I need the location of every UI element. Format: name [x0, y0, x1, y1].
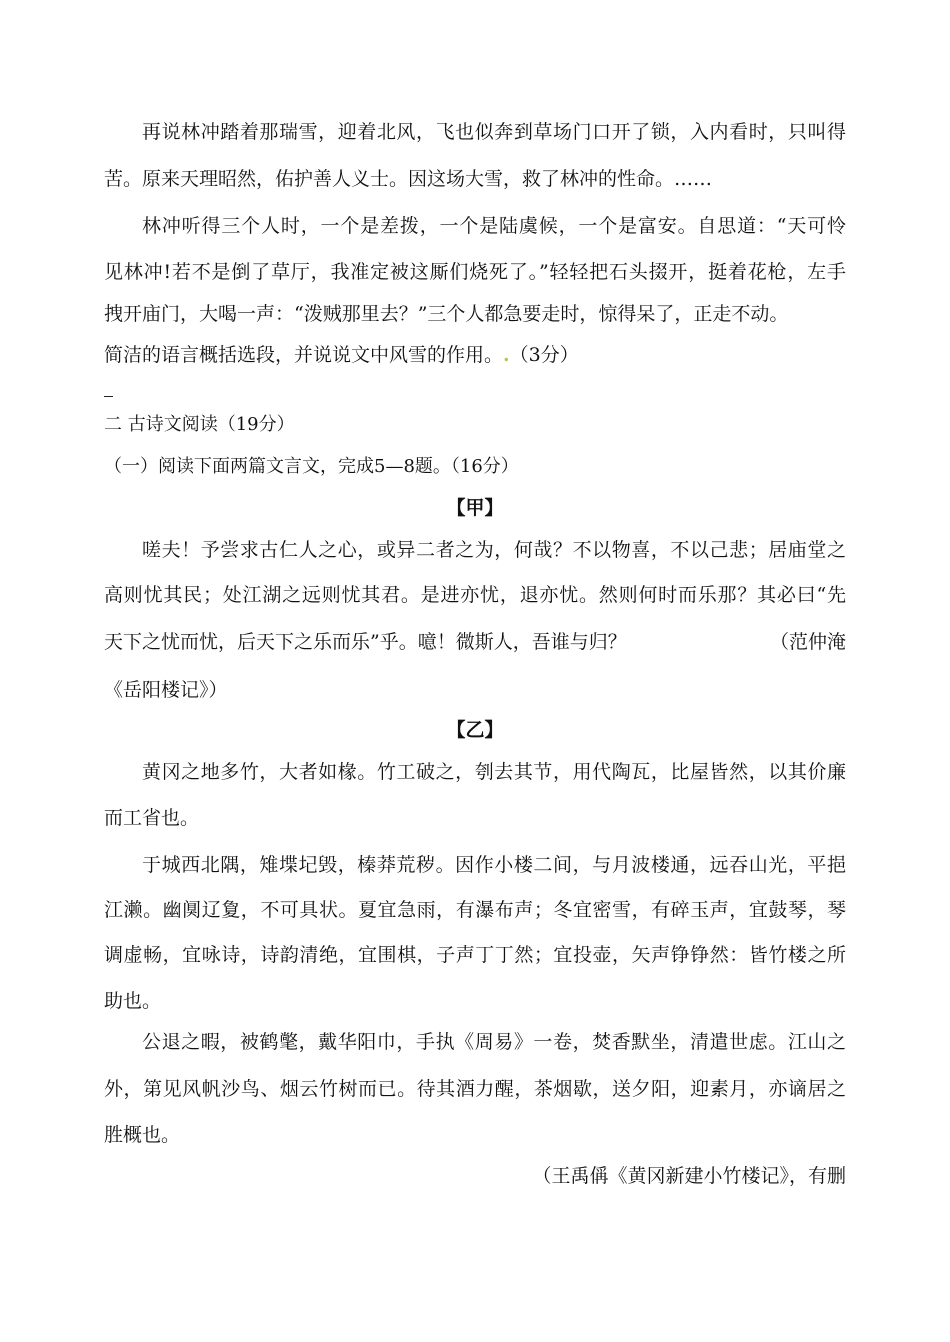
passage-line: [104, 630, 846, 654]
section-subtitle: （一）阅读下面两篇文言文，完成5—8题。（16分）: [104, 456, 519, 477]
passage-line: 外，第见风帆沙鸟、烟云竹树而已。待其酒力醒，茶烟歇，送夕阳，迎素月，亦谪居之: [104, 1078, 846, 1100]
passage-line: 调虚畅，宜咏诗，诗韵清绝，宜围棋，子声丁丁然；宜投壶，矢声铮铮然：皆竹楼之所: [104, 944, 846, 966]
passage-line: 嗟夫！予尝求古仁人之心，或异二者之为，何哉？不以物喜，不以己悲；居庙堂之: [142, 539, 846, 561]
passage-line: 高则忧其民；处江湖之远则忧其君。是进亦忧，退亦忧。然则何时而乐那？其必曰“先: [104, 584, 846, 606]
passage-line: 黄冈之地多竹，大者如椽。竹工破之，刳去其节，用代陶瓦，比屋皆然，以其价廉: [142, 761, 846, 783]
passage-line: 胜概也。: [104, 1124, 181, 1146]
passage-line: 江濑。幽阒辽夐，不可具状。夏宜急雨，有瀑布声；冬宜密雪，有碎玉声，宜鼓琴，琴: [104, 899, 846, 921]
passage-line: 助也。: [104, 990, 162, 1012]
passage-line: 公退之暇，被鹤氅，戴华阳巾，手执《周易》一卷，焚香默坐，清遣世虑。江山之: [142, 1031, 846, 1053]
passage-line: 见林冲!若不是倒了草厅，我准定被这厮们烧死了。”轻轻把石头掇开，挺着花枪，左手: [104, 261, 846, 283]
passage-heading-jia: 【甲】: [446, 497, 504, 519]
passage-line: 拽开庙门，大喝一声：“泼贼那里去？”三个人都急要走时，惊得呆了，正走不动。: [104, 303, 789, 325]
passage-line: 苦。原来天理昭然，佑护善人义士。因这场大雪，救了林冲的性命。……: [104, 168, 713, 190]
passage-line: 再说林冲踏着那瑞雪，迎着北风，飞也似奔到草场门口开了锁，入内看时，只叫得: [142, 121, 846, 143]
question-mark-dot: .: [503, 344, 510, 366]
passage-source: 《岳阳楼记》）: [104, 679, 228, 701]
question-prompt: [104, 343, 846, 367]
question-text: 简洁的语言概括选段，并说说文中风雪的作用。: [104, 344, 504, 366]
passage-source: （王禹偁《黄冈新建小竹楼记》，有删: [532, 1165, 846, 1187]
passage-line: 林冲听得三个人时，一个是差拨，一个是陆虞候，一个是富安。自思道：“天可怜: [142, 215, 846, 237]
question-score: （3分）: [509, 344, 579, 366]
passage-heading-yi: 【乙】: [446, 719, 504, 741]
passage-line: 于城西北隅，雉堞圮毁，榛莽荒秽。因作小楼二间，与月波楼通，远吞山光，平挹: [142, 854, 846, 876]
passage-line: 而工省也。: [104, 807, 200, 829]
passage-source-start: （范仲淹: [769, 631, 846, 653]
section-title: 二 古诗文阅读（19分）: [104, 414, 295, 435]
passage-text: 天下之忧而忧，后天下之乐而乐”乎。噫！微斯人，吾谁与归？: [104, 631, 627, 653]
answer-blank: [104, 396, 113, 397]
